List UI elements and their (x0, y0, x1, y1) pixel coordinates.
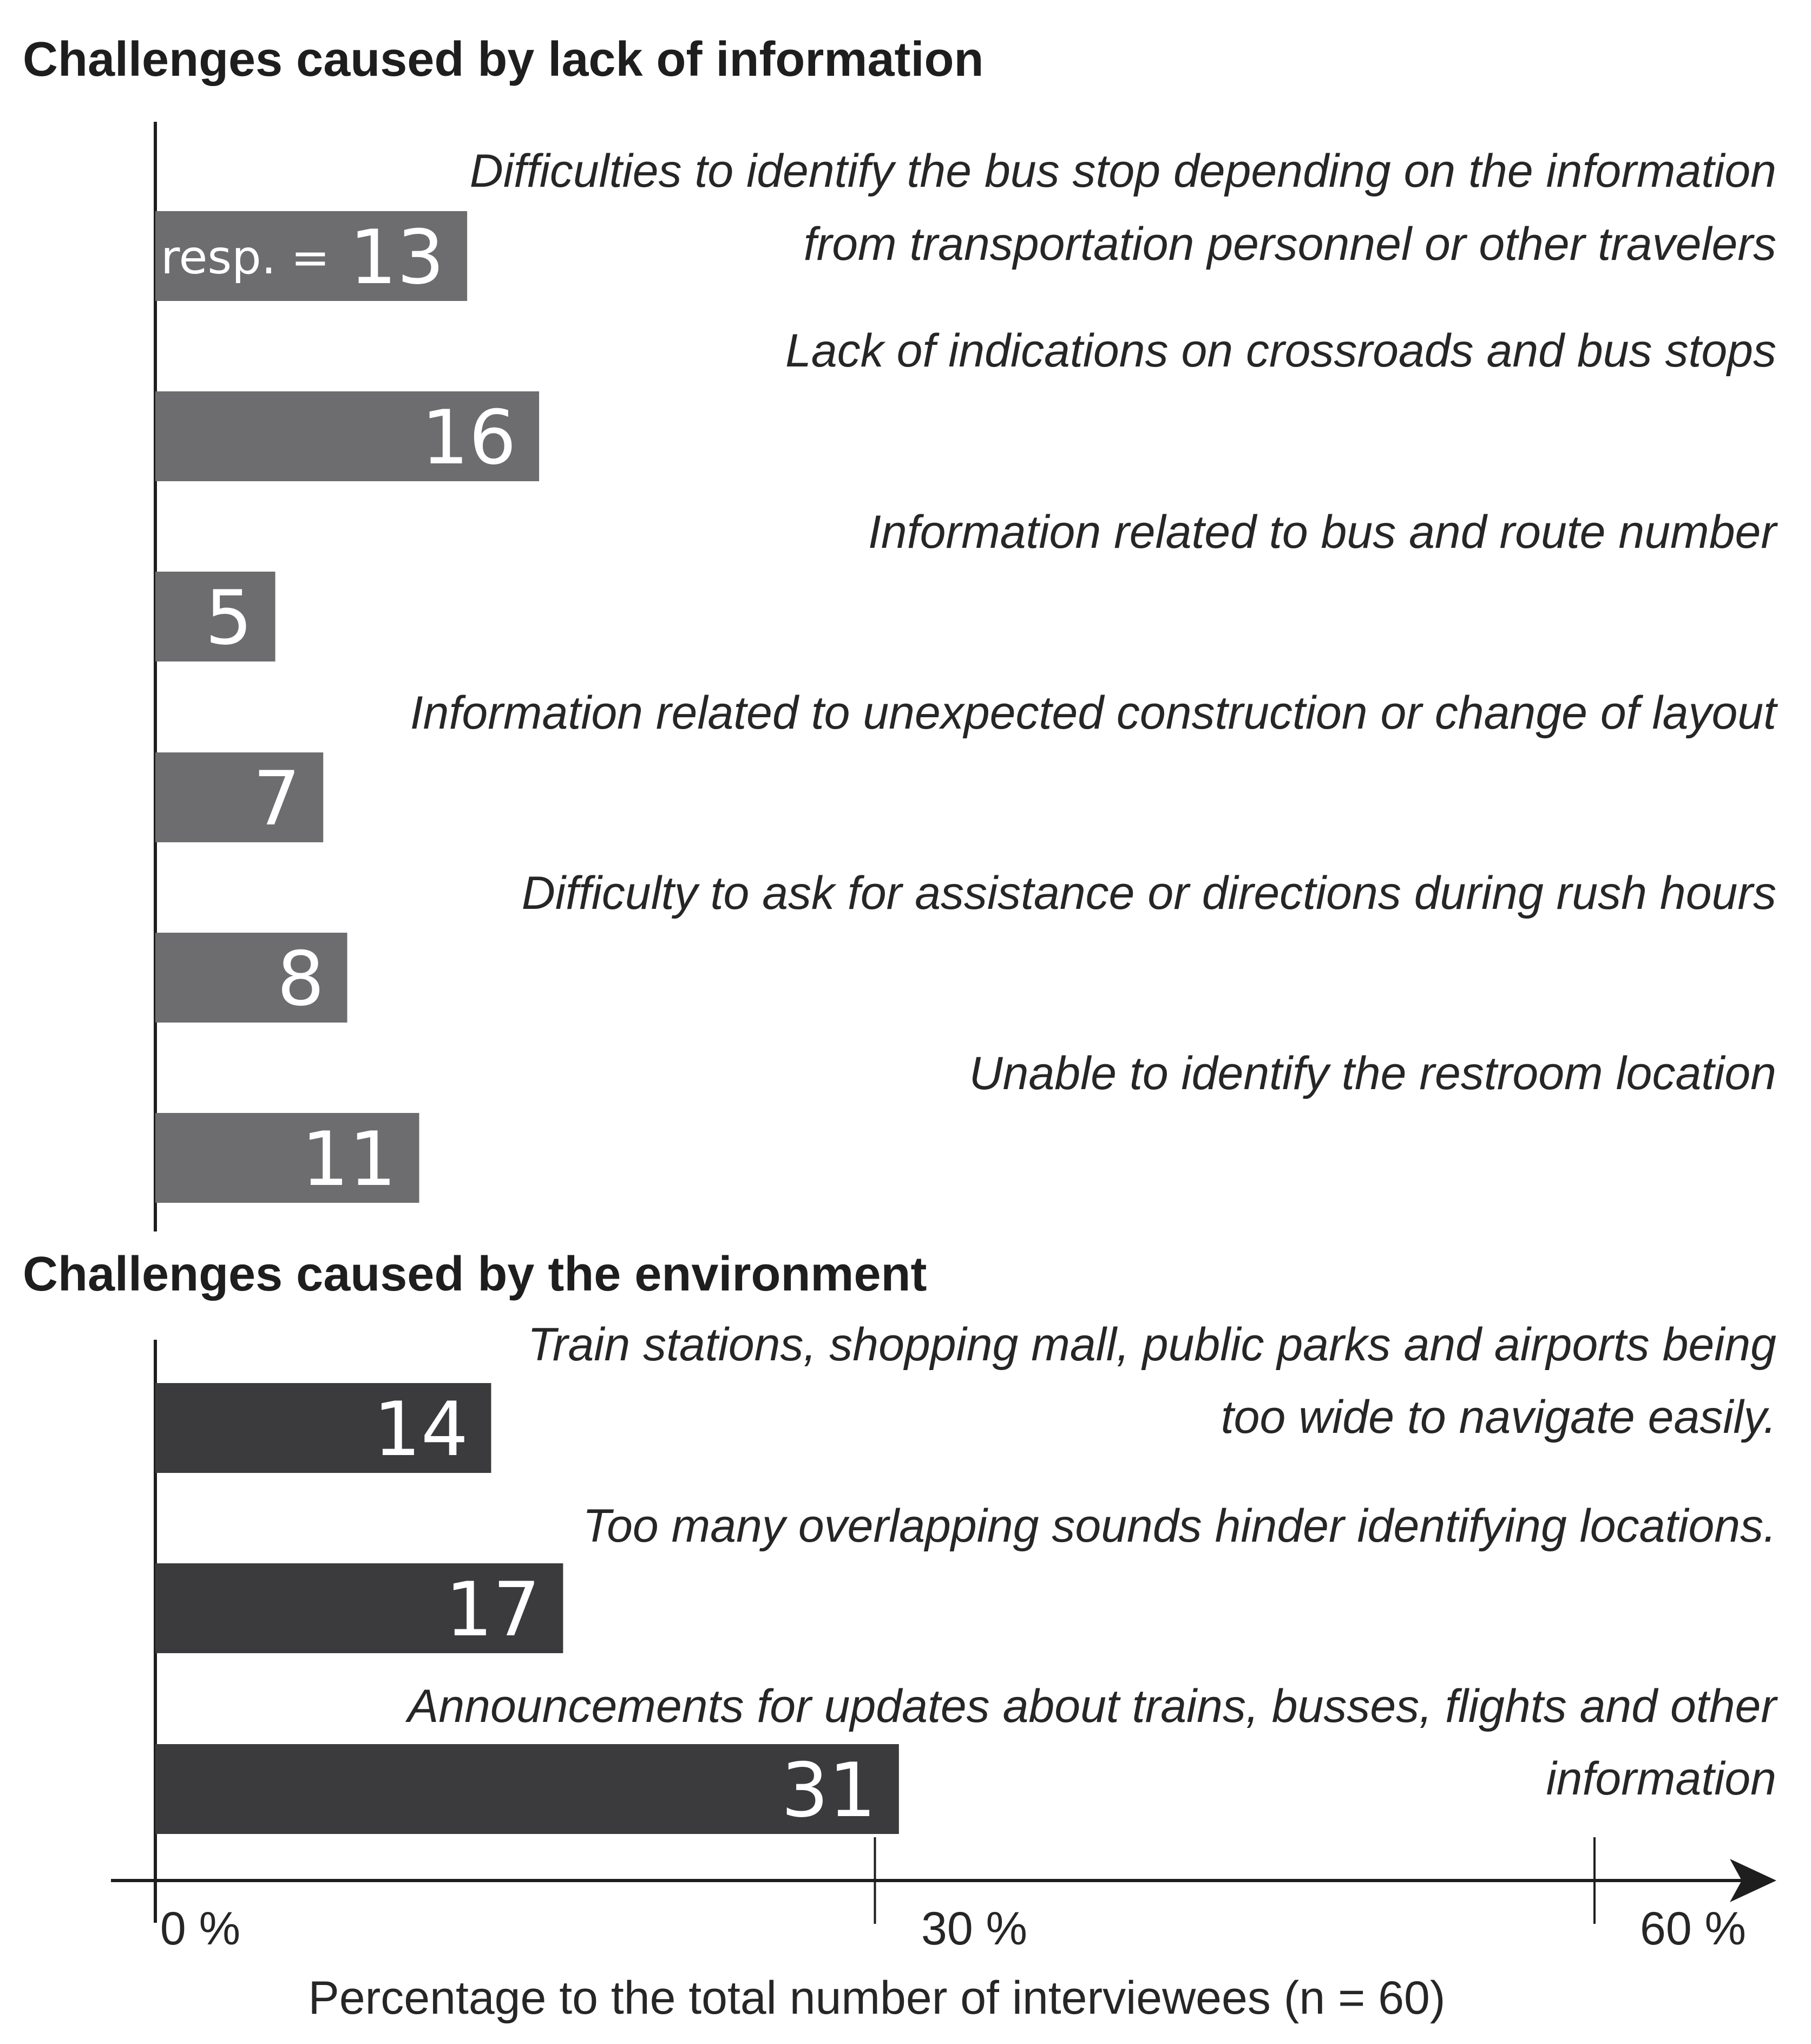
bar-value-label: 31 (781, 1747, 876, 1834)
bar-value-label: 5 (205, 574, 253, 661)
category-label: Difficulties to identify the bus stop depending on the information (469, 145, 1776, 197)
bar-value-label: 14 (373, 1386, 469, 1473)
category-label: Announcements for updates about trains, busses, flights and other (407, 1680, 1776, 1732)
category-label: from transportation personnel or other travelers (803, 218, 1776, 270)
x-tick-label: 0 % (160, 1903, 241, 1955)
category-label: Lack of indications on crossroads and bus stops (785, 325, 1776, 377)
x-tick-label: 30 % (921, 1903, 1028, 1955)
category-label: Too many overlapping sounds hinder identifying locations. (582, 1500, 1776, 1552)
group-title: Challenges caused by the environment (23, 1247, 927, 1301)
category-label: too wide to navigate easily. (1221, 1391, 1776, 1443)
x-tick-label: 60 % (1639, 1903, 1747, 1955)
group-title: Challenges caused by lack of information (23, 32, 984, 87)
bar-value-label: 17 (445, 1566, 541, 1653)
category-label: information (1546, 1753, 1776, 1805)
bar-value-label: 13 (349, 214, 445, 301)
category-label: Unable to identify the restroom location (969, 1047, 1776, 1099)
bar-value-label: 16 (421, 394, 517, 481)
bar-value-label: 11 (301, 1116, 397, 1203)
bar-value-label: 7 (253, 755, 301, 842)
category-label: Information related to bus and route number (868, 506, 1776, 558)
category-label: Difficulty to ask for assistance or directions during rush hours (521, 867, 1776, 919)
bar-value-label: 8 (277, 935, 325, 1023)
category-label: Train stations, shopping mall, public parks and airports being (527, 1319, 1776, 1371)
bar-value-prefix: # of resp. = (47, 231, 330, 285)
x-axis-title: Percentage to the total number of interviewees (n = 60) (308, 1972, 1446, 2024)
category-label: Information related to unexpected construction or change of layout (410, 687, 1776, 739)
